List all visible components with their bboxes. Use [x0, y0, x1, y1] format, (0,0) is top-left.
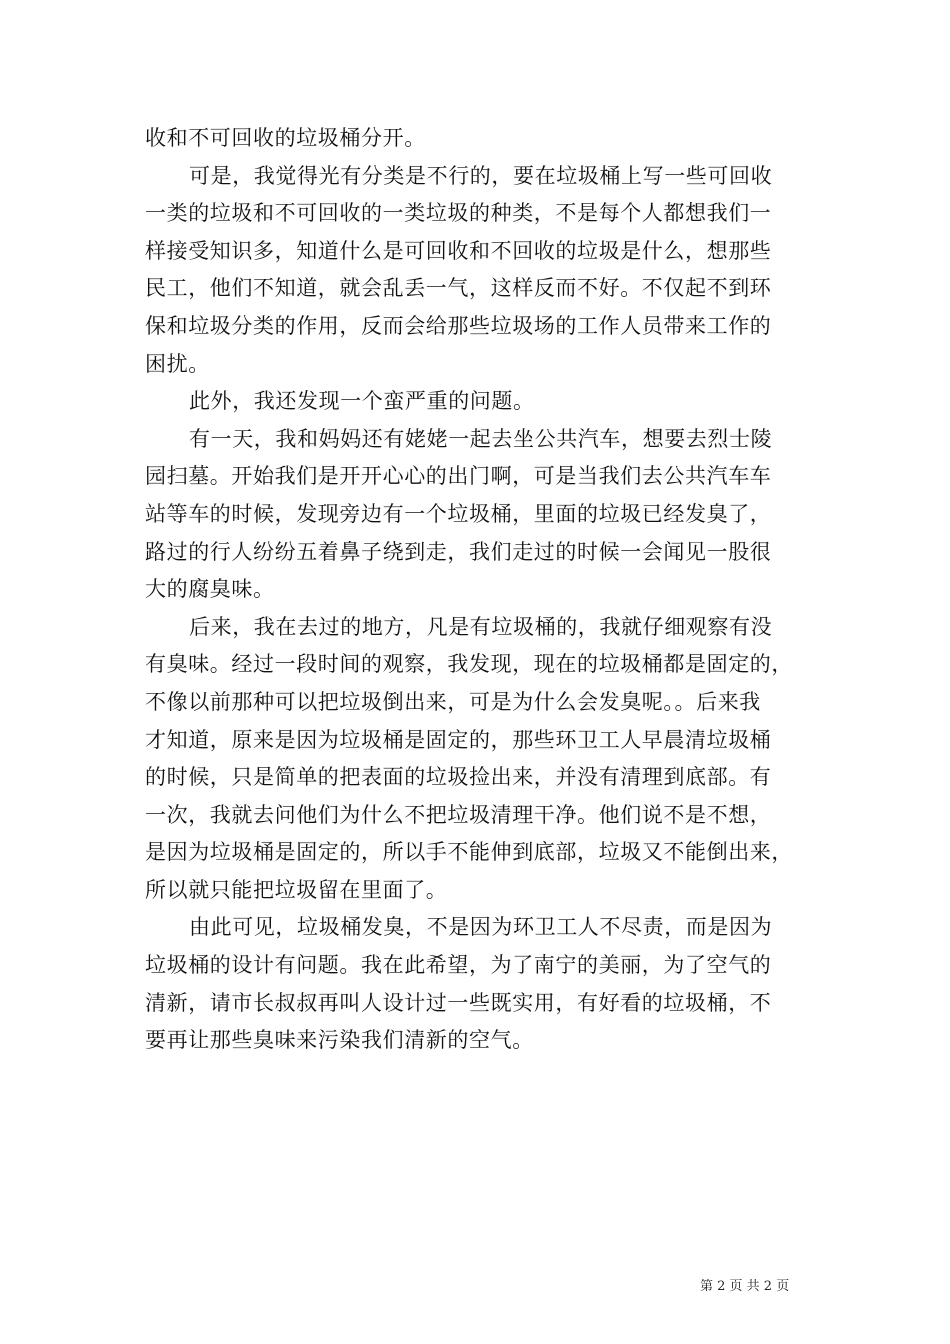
page-number-footer: 第 2 页 共 2 页 [700, 1279, 790, 1294]
paragraph-first-line: 由此可见，垃圾桶发臭，不是因为环卫工人不尽责，而是因为 [189, 915, 773, 940]
paragraph-first-line: 可是，我觉得光有分类是不行的，要在垃圾桶上写一些可回收 [189, 163, 773, 188]
text-line: 样接受知识多，知道什么是可回收和不回收的垃圾是什么，想那些 [145, 238, 772, 263]
text-line: 的时候，只是简单的把表面的垃圾捡出来，并没有清理到底部。有 [145, 765, 772, 790]
essay-body [145, 120, 817, 1060]
text-line: 不像以前那种可以把垃圾倒出来，可是为什么会发臭呢。。后来我 [145, 689, 761, 714]
text-line: 民工，他们不知道，就会乱丢一气，这样反而不好。不仅起不到环 [145, 276, 772, 301]
text-line: 才知道，原来是因为垃圾桶是固定的，那些环卫工人早晨清垃圾桶 [145, 727, 772, 752]
text-line: 收和不可回收的垃圾桶分开。 [145, 126, 426, 150]
text-line: 园扫墓。开始我们是开开心心的出门啊，可是当我们去公共汽车车 [145, 464, 772, 489]
text-line: 有臭味。经过一段时间的观察，我发现，现在的垃圾桶都是固定的， [145, 652, 793, 677]
text-line: 要再让那些臭味来污染我们清新的空气。 [145, 1028, 534, 1053]
paragraph-first-line: 此外，我还发现一个蛮严重的问题。 [189, 389, 535, 414]
text-line: 所以就只能把垃圾留在里面了。 [145, 877, 448, 902]
paragraph-first-line: 有一天，我和妈妈还有姥姥一起去坐公共汽车，想要去烈士陵 [189, 426, 773, 451]
text-line: 清新，请市长叔叔再叫人设计过一些既实用，有好看的垃圾桶，不 [145, 990, 772, 1015]
text-line: 大的腐臭味。 [145, 577, 275, 602]
text-line: 一类的垃圾和不可回收的一类垃圾的种类，不是每个人都想我们一 [145, 201, 772, 226]
text-line: 保和垃圾分类的作用，反而会给那些垃圾场的工作人员带来工作的 [145, 313, 772, 338]
text-line: 是因为垃圾桶是固定的，所以手不能伸到底部，垃圾又不能倒出来， [145, 840, 793, 865]
text-line: 垃圾桶的设计有问题。我在此希望，为了南宁的美丽，为了空气的 [145, 953, 772, 978]
paragraph-first-line: 后来，我在去过的地方，凡是有垃圾桶的，我就仔细观察有没 [189, 614, 773, 639]
text-line: 路过的行人纷纷五着鼻子绕到走，我们走过的时候一会闻见一股很 [145, 539, 772, 564]
text-line: 站等车的时候，发现旁边有一个垃圾桶，里面的垃圾已经发臭了， [145, 501, 772, 526]
text-line: 一次，我就去问他们为什么不把垃圾清理干净。他们说不是不想， [145, 802, 772, 827]
text-line: 困扰。 [145, 351, 210, 376]
